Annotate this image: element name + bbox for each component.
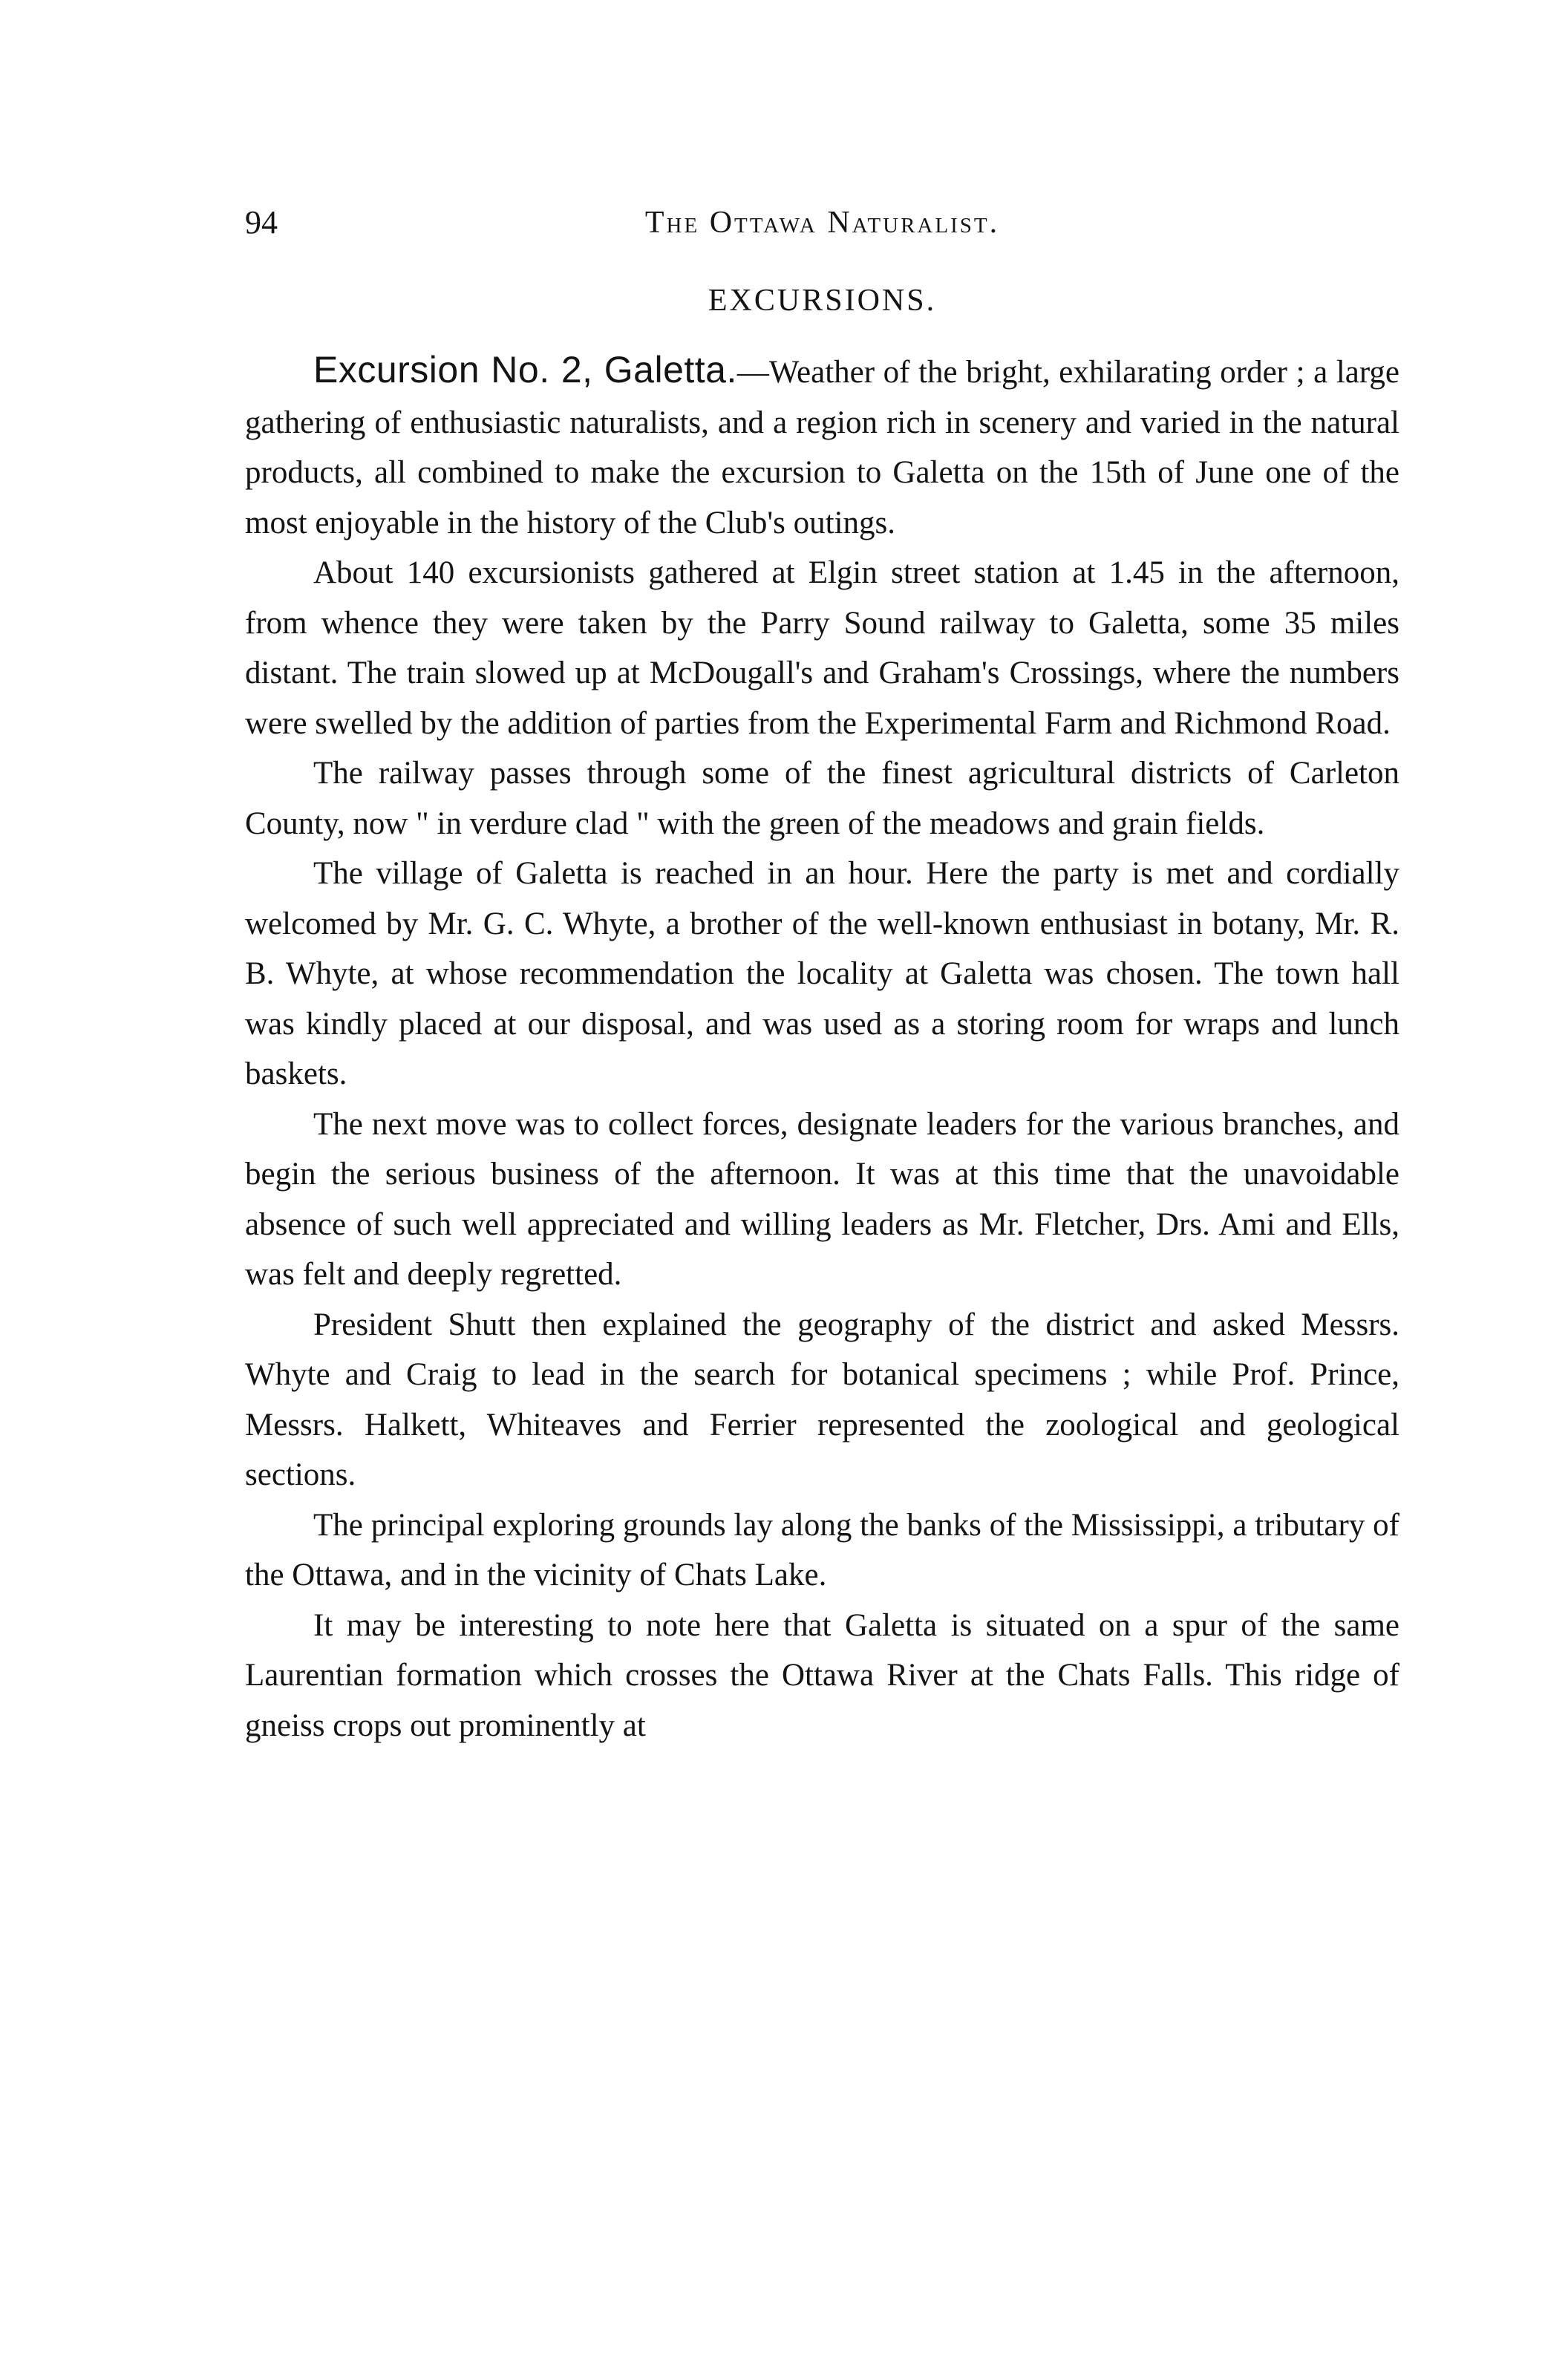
paragraph-8: It may be interesting to note here that Galetta is situated on a spur of the same Laurentian formation which crosses the Ottawa River at the Chats Falls. This ridge of gneiss crops out prominently at [245,1607,1399,1743]
journal-title: The Ottawa Naturalist. [644,206,1000,240]
excursion-title: Excursion No. 2, Galetta. [313,349,737,391]
paragraph-7: The principal exploring grounds lay along the banks of the Mississippi, a tributary of the Ottawa, and in the vicinity of Chats Lake. [245,1507,1399,1592]
running-head [245,200,1399,245]
section-heading: EXCURSIONS. [708,284,937,318]
page-number: 94 [245,204,278,241]
article-body [245,345,1399,1751]
paragraph-6: President Shutt then explained the geography of the district and asked Messrs. Whyte and Craig to lead in the search for botanical specimens ; while Prof. Prince, Messrs. Halkett, Whiteaves and Ferrier represented the zoological and geological sections. [245,1307,1399,1492]
paragraph-4: The village of Galetta is reached in an hour. Here the party is met and cordially welcomed by Mr. G. C. Whyte, a brother of the well-known enthusiast in botany, Mr. R. B. Whyte, at whose recommendation the locality at Galetta was chosen. The town hall was kindly placed at our disposal, and was used as a storing room for wraps and lunch baskets. [245,856,1399,1091]
paragraph-1-text: —Weather of the bright, exhilarating order ; a large gathering of enthusiastic naturalists, and a region rich in scenery and varied in the natural products, all combined to make the excursion to Galetta on the 15th of June one of the most enjoyable in the history of the Club's outings. [245,355,1400,540]
paragraph-2: About 140 excursionists gathered at Elgin street station at 1.45 in the afternoon, from whence they were taken by the Parry Sound railway to Galetta, some 35 miles distant. The train slowed up at McDougall's and Graham's Crossings, where the numbers were swelled by the addition of parties from the Experimental Farm and Richmond Road. [245,555,1399,741]
paragraph-1 [245,345,1399,548]
paragraph-5: The next move was to collect forces, designate leaders for the various branches, and begin the serious business of the afternoon. It was at this time that the unavoidable absence of such well appreciated and willing leaders as Mr. Fletcher, Drs. Ami and Ells, was felt and deeply regretted. [245,1106,1399,1292]
paragraph-3: The railway passes through some of the finest agricultural districts of Carleton County, now " in verdure clad " with the green of the meadows and grain fields. [245,756,1399,841]
